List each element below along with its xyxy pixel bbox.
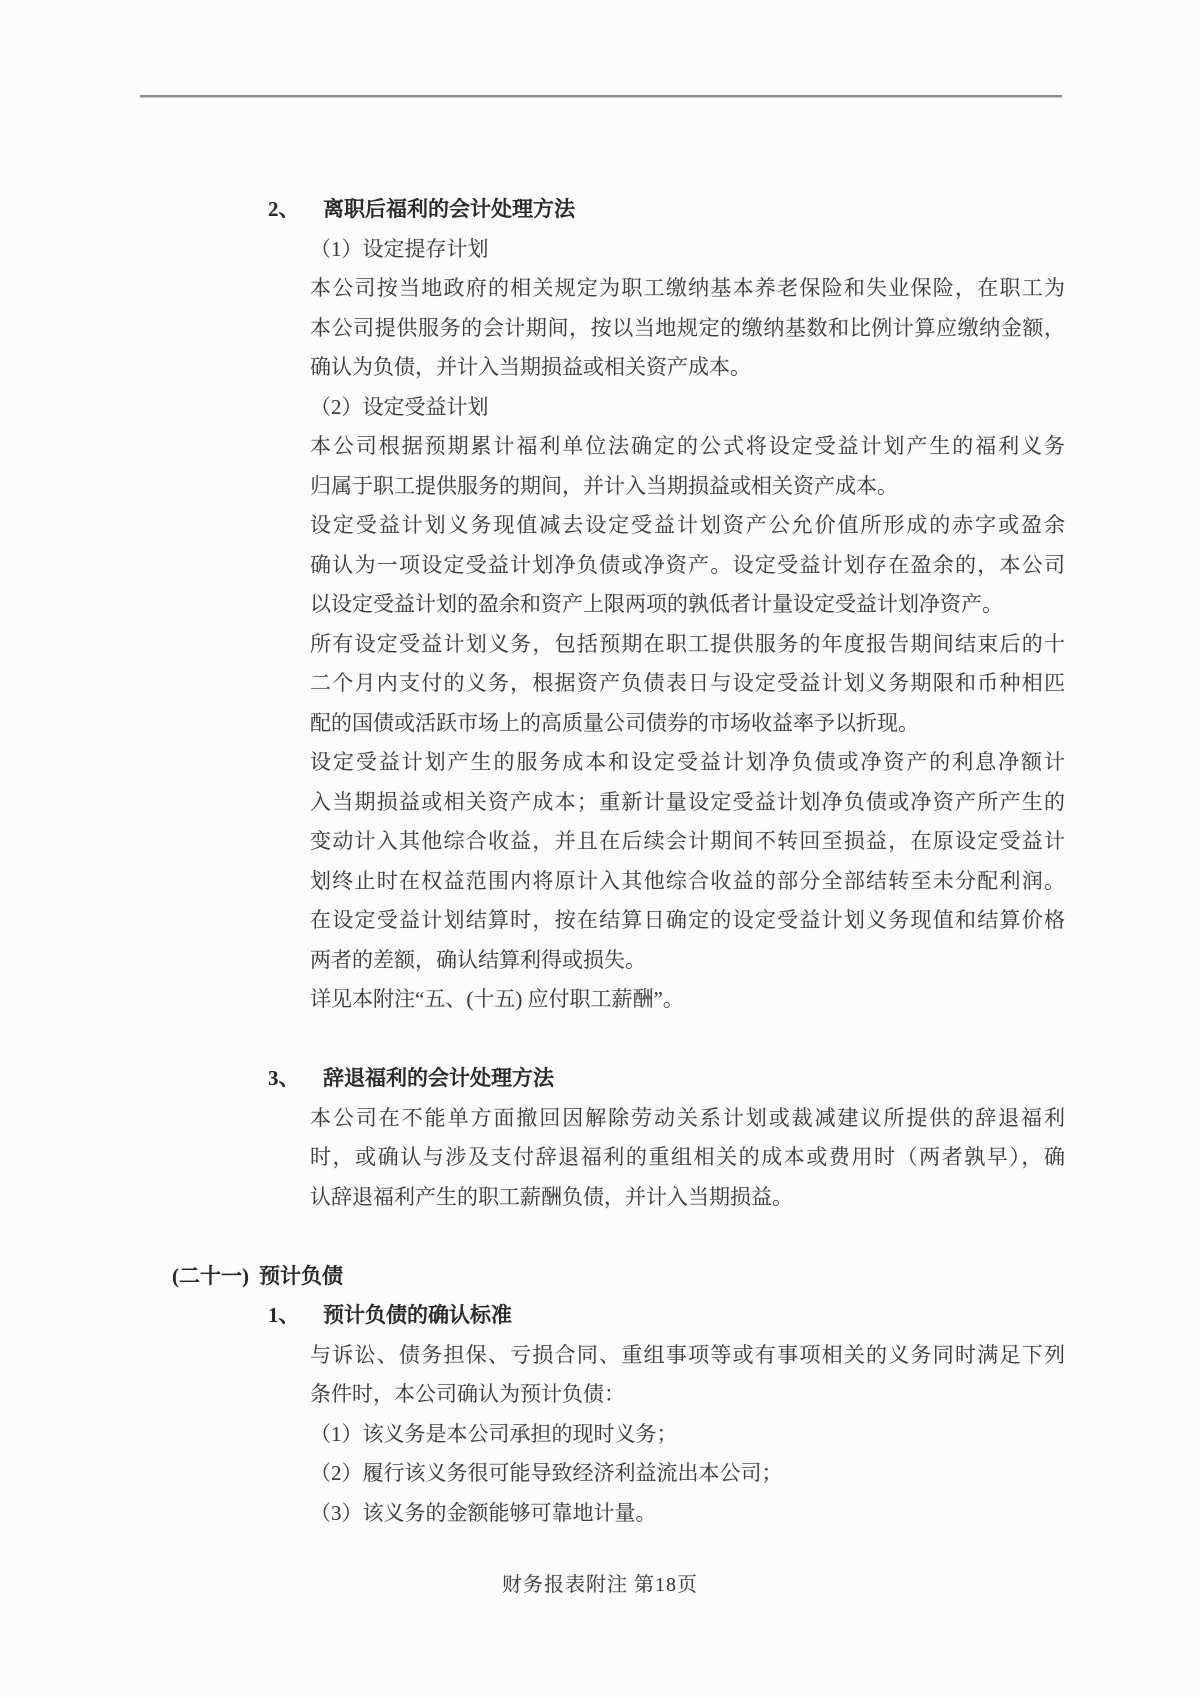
text-line: 条件时，本公司确认为预计负债： (310, 1382, 625, 1406)
text-line: 详见本附注“五、(十五) 应付职工薪酬”。 (310, 987, 684, 1011)
text-line: 本公司在不能单方面撤回因解除劳动关系计划或裁减建议所提供的辞退福利 (310, 1105, 1065, 1130)
text-line: 与诉讼、债务担保、亏损合同、重组事项等或有事项相关的义务同时满足下列 (310, 1342, 1065, 1367)
text-line: 确认为负债，并计入当期损益或相关资产成本。 (310, 355, 751, 379)
section-heading (0, 1296, 1200, 1336)
section-title: 预计负债 (259, 1263, 343, 1288)
heading-number: 2、 (268, 197, 300, 221)
text-line: 配的国债或活跃市场上的高质量公司债券的市场收益率予以折现。 (310, 710, 919, 735)
heading-number: 1、 (268, 1303, 300, 1327)
text-line: （1）设定提存计划 (310, 236, 489, 261)
text-line: 两者的差额，确认结算利得或损失。 (310, 947, 646, 972)
text-line: 设定受益计划义务现值减去设定受益计划资产公允价值所形成的赤字或盈余 (310, 513, 1065, 537)
document-body (0, 190, 1200, 1533)
heading-text: 辞退福利的会计处理方法 (323, 1066, 554, 1090)
text-line: 设定受益计划产生的服务成本和设定受益计划净负债或净资产的利息净额计 (310, 750, 1065, 774)
text-line: 本公司按当地政府的相关规定为职工缴纳基本养老保险和失业保险，在职工为 (310, 276, 1065, 300)
header-rule (140, 95, 1062, 97)
text-line: 入当期损益或相关资产成本；重新计量设定受益计划净负债或净资产所产生的 (310, 789, 1065, 814)
text-line: 本公司根据预期累计福利单位法确定的公式将设定受益计划产生的福利义务 (310, 434, 1065, 458)
text-line: （2）设定受益计划 (310, 394, 489, 419)
spacer (0, 1217, 1200, 1257)
section-heading (0, 1059, 1200, 1099)
section-label-row (0, 1257, 1200, 1297)
section-number-label: (二十一) (172, 1263, 249, 1288)
text-line: （3）该义务的金额能够可靠地计量。 (310, 1500, 657, 1525)
text-line: 以设定受益计划的盈余和资产上限两项的孰低者计量设定受益计划净资产。 (310, 592, 1003, 616)
heading-text: 预计负债的确认标准 (323, 1303, 512, 1327)
text-line: 变动计入其他综合收益，并且在后续会计期间不转回至损益，在原设定受益计 (310, 829, 1065, 853)
section-heading (0, 190, 1200, 230)
text-line: 时，或确认与涉及支付辞退福利的重组相关的成本或费用时（两者孰早），确 (310, 1145, 1065, 1169)
text-line: 所有设定受益计划义务，包括预期在职工提供服务的年度报告期间结束后的十 (310, 631, 1065, 656)
text-line: （2）履行该义务很可能导致经济利益流出本公司； (310, 1461, 783, 1485)
text-line: （1）该义务是本公司承担的现时义务； (310, 1421, 678, 1446)
text-line: 认辞退福利产生的职工薪酬负债，并计入当期损益。 (310, 1184, 793, 1209)
heading-text: 离职后福利的会计处理方法 (323, 197, 575, 221)
text-line: 在设定受益计划结算时，按在结算日确定的设定受益计划义务现值和结算价格 (310, 908, 1065, 932)
text-line: 归属于职工提供服务的期间，并计入当期损益或相关资产成本。 (310, 473, 898, 498)
text-line: 本公司提供服务的会计期间，按以当地规定的缴纳基数和比例计算应缴纳金额， (310, 315, 1065, 340)
page-footer: 财务报表附注 第18页 (502, 1574, 698, 1596)
text-line: 确认为一项设定受益计划净负债或净资产。设定受益计划存在盈余的，本公司 (310, 552, 1065, 577)
text-line: 划终止时在权益范围内将原计入其他综合收益的部分全部结转至未分配利润。 (310, 868, 1065, 893)
spacer (0, 1020, 1200, 1060)
heading-number: 3、 (268, 1066, 300, 1090)
text-line: 二个月内支付的义务，根据资产负债表日与设定受益计划义务期限和币种相匹 (310, 671, 1065, 695)
